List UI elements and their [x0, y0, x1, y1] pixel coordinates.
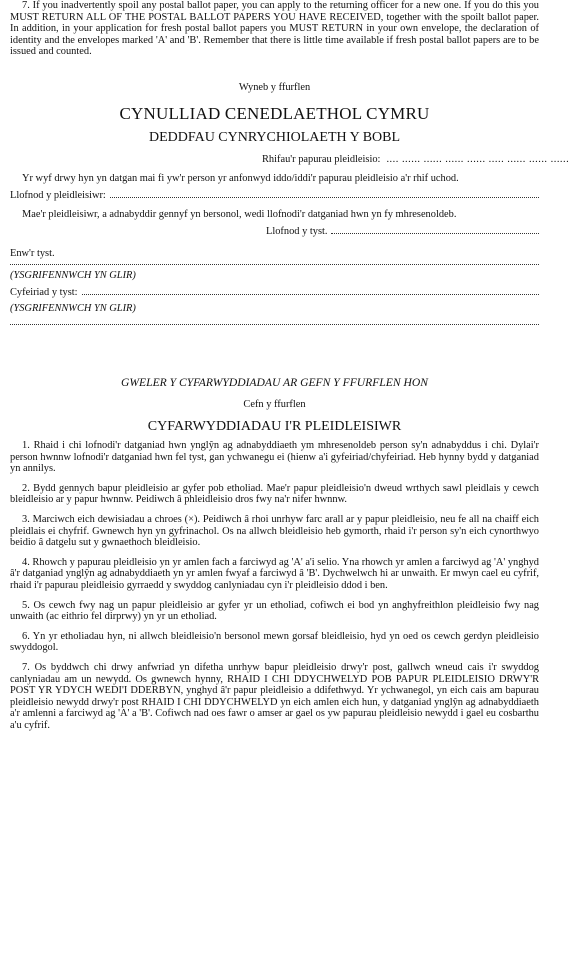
block-capitals-note-2: (YSGRIFENNWCH YN GLIR) [10, 303, 136, 315]
witness-name-label: Enw'r tyst. [10, 247, 55, 259]
instruction-7-welsh: 7. Os byddwch chi drwy anfwriad yn difetha unrhyw bapur pleidleisio drwy'r post, gallwch wneud cais i'r swyddog canlyniadau am un newydd. Os gwnewch hynny, RHAID I CHI DDYCHWELYD POB PAPUR PLEIDLEISIO DRWY'R POST YR YDYCH WEDI'I DDERBYN, ynghyd â'r papur pleidleisio a ddifethwyd. Yr ychwanegol, yn eich cais am bapurau pleidleisio newydd drwy'r post RHAID I CHI DDYCHWELYD yn eich amlen eich hun, y datganiad ynglŷn ag adnabyddiaeth a'r amlenni a farciwyd ag 'A' a 'B'. Cofiwch nad oes fawr o amser ar gael os yw papurau pleidleisio newydd i gael eu cosbarthu a'u cyfrif. [10, 662, 539, 731]
witness-signature-label: Llofnod y tyst. [266, 225, 328, 237]
voter-signature-line[interactable] [110, 196, 539, 198]
witness-statement: Mae'r pleidleisiwr, a adnabyddir gennyf yn bersonol, wedi llofnodi'r datganiad hwn yn fy mhresenoldeb. [22, 209, 457, 221]
form-title: CYNULLIAD CENEDLAETHOL CYMRU [119, 103, 430, 123]
instruction-3: 3. Marciwch eich dewisiadau a chroes (×). Peidiwch â rhoi unrhyw farc arall ar y papur pleidleisio, neu fe all na chaiff eich pleidlais ei chyfrif. Gwnewch hyn yn gyfrinachol. Os na allwch bleidleisio heb gymorth, rhaid i'r person sy'n eich cynorthwyo beidio â datgelu sut y gwnaethoch bleidleisio. [10, 514, 539, 549]
instruction-6: 6. Yn yr etholiadau hyn, ni allwch bleidleisio'n bersonol mewn gorsaf bleidleisio, hyd yn oed os cewch gerdyn pleidleisio swyddogol. [10, 630, 539, 654]
ballot-numbers-dots: .... ...... ...... ...... ...... ..... ...... ...... ...... [386, 153, 569, 165]
instruction-5: 5. Os cewch fwy nag un papur pleidleisio ar gyfer yr un etholiad, cofiwch ei bod yn anghyfreithlon pleidleisio fwy nag unwaith (ac eithrio fel dirprwy) yn yr un etholiad. [10, 599, 539, 623]
declaration-text: Yr wyf drwy hyn yn datgan mai fi yw'r person yr anfonwyd iddo/iddi'r papurau pleidleisio a'r rhif uchod. [22, 173, 459, 185]
ballot-numbers-row [10, 153, 569, 166]
witness-address-line[interactable] [82, 293, 539, 295]
instructions-title: CYFARWYDDIADAU I'R PLEIDLEISIWR [147, 419, 402, 435]
front-section-label: Wyneb y ffurflen [238, 81, 311, 93]
voter-signature-row [10, 190, 539, 202]
see-instructions-heading: GWELER Y CYFARWYDDIADAU AR GEFN Y FFURFLEN HON [121, 375, 428, 389]
voter-signature-label: Llofnod y pleidleisiwr: [10, 189, 106, 201]
back-section-label: Cefn y ffurflen [243, 398, 306, 410]
witness-signature-row [10, 226, 539, 238]
form-subtitle: DEDDFAU CYNRYCHIOLAETH Y BOBL [148, 129, 401, 145]
witness-signature-line[interactable] [331, 232, 539, 234]
witness-address-label: Cyfeiriad y tyst: [10, 286, 78, 298]
instruction-4: 4. Rhowch y papurau pleidleisio yn yr amlen fach a farciwyd ag 'A' a'i selio. Yna rhowch yr amlen a farciwyd ag 'A' ynghyd â'r datganiad ynglŷn ag adnabyddiaeth yn yr amlen fwyaf a farciwyd â 'B'. Dychwelwch hi ar unwaith. Er mwyn cael eu cyfrif, rhaid i'r papurau pleidleisio gyrraedd y swyddog canlyniadau cyn i'r pleidleisio ddod i ben. [10, 556, 539, 592]
instruction-1: 1. Rhaid i chi lofnodi'r datganiad hwn ynglŷn ag adnabyddiaeth ym mhresenoldeb person sy'n adnabyddus i chi. Dylai'r person hwnnw lofnodi'r datganiad hwn fel tyst, gan ychwanegu ei (hienw a'i gyfeiriad/chyfeiriad. Heb hynny bydd y datganiad yn annilys. [10, 440, 539, 475]
block-capitals-note-1: (YSGRIFENNWCH YN GLIR) [10, 270, 136, 282]
instruction-7-english: 7. If you inadvertently spoil any postal ballot paper, you can apply to the returning officer for a new one. If you do this you MUST RETURN ALL OF THE POSTAL BALLOT PAPERS YOU HAVE RECEIVED, together with the spoilt ballot paper. In addition, in your application for fresh postal ballot papers you MUST RETURN in your own envelope, the declaration of identity and the envelopes marked 'A' and 'B'. Remember that there is little time available if fresh postal ballot papers are to be issued and counted. [10, 0, 539, 58]
instruction-2: 2. Bydd gennych bapur pleidleisio ar gyfer pob etholiad. Mae'r papur pleidleisio'n dweud wrthych sawl pleidlais y cewch bleidleisio ar y papur hwnnw. Peidiwch â phleidleisio dros fwy na'r nifer hwnnw. [10, 482, 539, 506]
ballot-numbers-label: Rhifau'r papurau pleidleisio: [262, 153, 381, 165]
witness-address-row [10, 287, 539, 299]
